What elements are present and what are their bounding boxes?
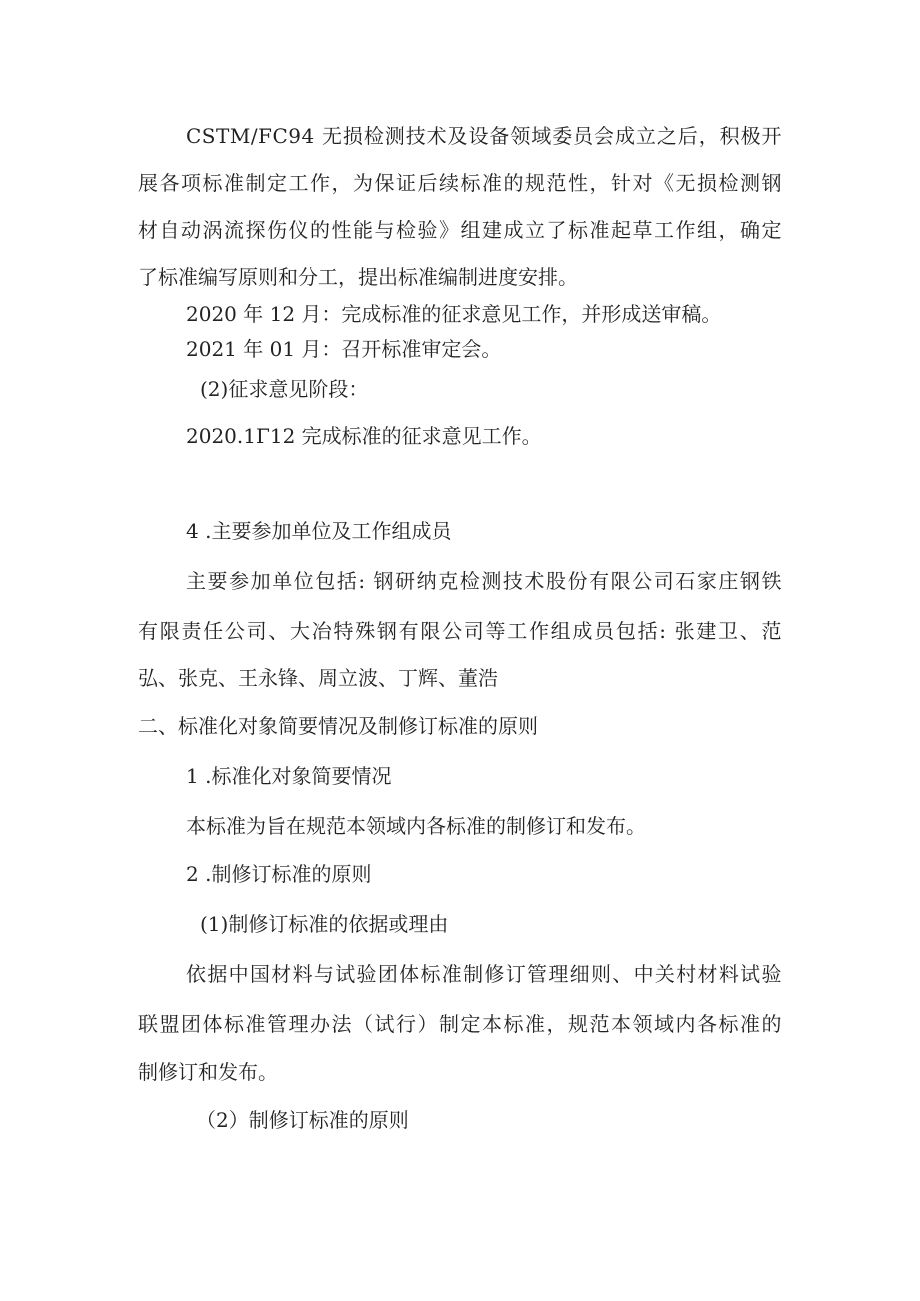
timeline-entry-1: 2020 年 12 月：完成标准的征求意见工作，并形成送审稿。 bbox=[186, 302, 722, 326]
item-1-heading: (1)制修订标准的依据或理由 bbox=[200, 912, 449, 936]
stage-heading: (2)征求意见阶段： bbox=[200, 377, 369, 401]
participants-line-2: 有限责任公司、大冶特殊钢有限公司等工作组成员包括: 张建卫、范 bbox=[138, 619, 782, 643]
intro-paragraph-line-4: 了标准编写原则和分工，提出标准编制进度安排。 bbox=[138, 265, 578, 289]
participants-line-1: 主要参加单位包括: 钢研纳克检测技术股份有限公司石家庄钢铁 bbox=[186, 569, 782, 593]
stage-text: 2020.1Γ12 完成标准的征求意见工作。 bbox=[186, 424, 542, 448]
section-4-heading: 4 .主要参加单位及工作组成员 bbox=[186, 519, 452, 543]
participants-line-3: 弘、张克、王永锋、周立波、丁辉、董浩 bbox=[138, 666, 498, 690]
basis-line-3: 制修订和发布。 bbox=[138, 1060, 278, 1084]
intro-paragraph-line-3: 材自动涡流探伤仪的性能与检验》组建成立了标准起草工作组，确定 bbox=[138, 218, 782, 242]
basis-line-2: 联盟团体标准管理办法（试行）制定本标准，规范本领域内各标准的 bbox=[138, 1012, 782, 1036]
subsection-1-text: 本标准为旨在规范本领域内各标准的制修订和发布。 bbox=[186, 814, 646, 838]
subsection-1-heading: 1 .标准化对象简要情况 bbox=[186, 764, 392, 788]
timeline-entry-2: 2021 年 01 月：召开标准审定会。 bbox=[186, 337, 502, 361]
basis-line-1: 依据中国材料与试验团体标准制修订管理细则、中关村材料试验 bbox=[186, 962, 782, 986]
intro-paragraph-line-1: CSTM/FC94 无损检测技术及设备领域委员会成立之后，积极开 bbox=[186, 124, 782, 148]
chapter-2-heading: 二、标准化对象简要情况及制修订标准的原则 bbox=[138, 714, 538, 738]
intro-paragraph-line-2: 展各项标准制定工作，为保证后续标准的规范性，针对《无损检测钢 bbox=[138, 171, 782, 195]
item-2-heading: （2）制修订标准的原则 bbox=[196, 1108, 409, 1132]
subsection-2-heading: 2 .制修订标准的原则 bbox=[186, 862, 372, 886]
